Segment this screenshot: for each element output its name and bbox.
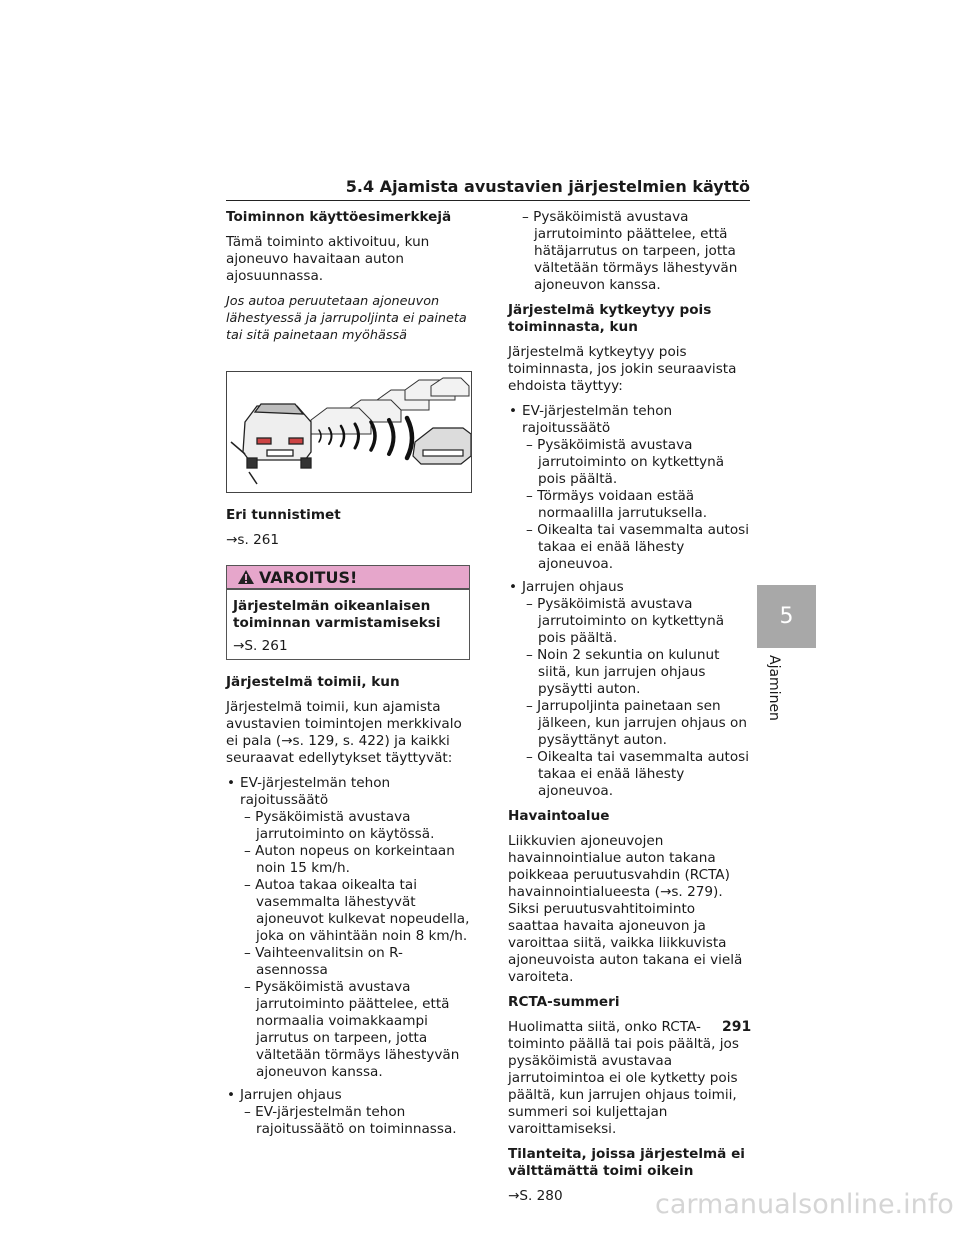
section-heading: Järjestelmä toimii, kun xyxy=(226,674,400,690)
sub-item: – Törmäys voidaan estää normaalilla jarrutuksella. xyxy=(526,488,708,521)
paragraph: Järjestelmä toimii, kun ajamista avustavien toimintojen merkkivalo ei pala (→s. 129, s. 422) ja kaikki seuraavat edellytykset täyttyvät: xyxy=(226,699,462,766)
right-column xyxy=(508,209,750,1213)
warning-reference-link[interactable]: →S. 261 xyxy=(233,638,288,654)
section-heading: Havaintoalue xyxy=(508,808,610,824)
section-heading: Eri tunnistimet xyxy=(226,507,341,523)
warning-triangle-icon xyxy=(237,569,255,585)
chapter-tab[interactable] xyxy=(757,585,816,648)
left-column xyxy=(226,209,470,1146)
warning-heading: Järjestelmän oikeanlaisen toiminnan varmistamiseksi xyxy=(233,598,441,631)
paragraph: Liikkuvien ajoneuvojen havainnointialue auton takana poikkeaa peruutusvahdin (RCTA) havainnointialueesta (→s. 279). Siksi peruutusvahtitoiminto saattaa havaita ajoneuvon ja varoittaa siitä, vaikka liikkuvista ajoneuvoista auton takana ei vielä varoiteta. xyxy=(508,833,743,985)
watermark: carmanualsonline.info xyxy=(655,1189,954,1220)
section-heading: Järjestelmä kytkeytyy pois toiminnasta, kun xyxy=(508,302,712,335)
list-item: • Jarrujen ohjaus xyxy=(508,579,750,596)
sub-item: – Oikealta tai vasemmalta autosi takaa ei enää lähesty ajoneuvoa. xyxy=(526,522,750,572)
warning-title: VAROITUS! xyxy=(259,567,358,587)
chapter-label: Ajaminen xyxy=(766,655,782,721)
page-reference-link[interactable]: →s. 261 xyxy=(226,532,280,548)
warning-header xyxy=(227,566,469,590)
sub-item: – Pysäköimistä avustava jarrutoiminto päättelee, että normaalia voimakkaampi jarrutus on tarpeen, jotta vältetään törmäys lähestyvän ajoneuvon kanssa. xyxy=(244,979,460,1080)
list-item: • Jarrujen ohjaus xyxy=(226,1087,470,1104)
page-number: 291 xyxy=(722,1019,752,1035)
sub-item: – Auton nopeus on korkeintaan noin 15 km/h. xyxy=(244,843,455,876)
sub-item: – Pysäköimistä avustava jarrutoiminto on käytössä. xyxy=(244,809,435,842)
sub-item: – Autoa takaa oikealta tai vasemmalta lähestyvät ajoneuvot kulkevat nopeudella, joka on vähintään noin 8 km/h. xyxy=(244,877,470,944)
paragraph: Järjestelmä kytkeytyy pois toiminnasta, jos jokin seuraavista ehdoista täyttyy: xyxy=(508,344,737,394)
header-title: 5.4 Ajamista avustavien järjestelmien käyttö xyxy=(345,177,750,196)
chapter-number: 5 xyxy=(779,604,794,629)
sub-item: – Vaihteenvalitsin on R-asennossa xyxy=(244,945,403,978)
sub-item: – EV-järjestelmän tehon rajoitussäätö on toiminnassa. xyxy=(244,1104,457,1137)
list-item: • EV-järjestelmän tehon rajoitussäätö xyxy=(508,403,750,437)
sub-item: – Pysäköimistä avustava jarrutoiminto on kytkettynä pois päältä. xyxy=(526,596,725,646)
sub-item: – Jarrupoljinta painetaan sen jälkeen, kun jarrujen ohjaus on pysäyttänyt auton. xyxy=(526,698,747,748)
page-reference-link[interactable]: →S. 280 xyxy=(508,1188,563,1204)
list-item: • EV-järjestelmän tehon rajoitussäätö xyxy=(226,775,470,809)
sub-item: – Oikealta tai vasemmalta autosi takaa ei enää lähesty ajoneuvoa. xyxy=(526,749,750,799)
section-heading: Tilanteita, joissa järjestelmä ei välttämättä toimi oikein xyxy=(508,1146,745,1179)
italic-caption: Jos autoa peruutetaan ajoneuvon lähestyessä ja jarrupoljinta ei paineta tai sitä painetaan myöhässä xyxy=(226,294,467,343)
cancel-conditions-list xyxy=(508,403,750,800)
sub-item: – Pysäköimistä avustava jarrutoiminto on kytkettynä pois päältä. xyxy=(526,437,725,487)
reversing-car-illustration xyxy=(227,372,471,492)
parking-illustration xyxy=(226,371,472,493)
section-heading: Toiminnon käyttöesimerkkejä xyxy=(226,209,452,225)
section-heading: RCTA-summeri xyxy=(508,994,620,1010)
sub-item: – Noin 2 sekuntia on kulunut siitä, kun jarrujen ohjaus pysäytti auton. xyxy=(526,647,720,697)
page-header xyxy=(226,178,750,201)
warning-box xyxy=(226,565,470,660)
conditions-list xyxy=(226,775,470,1138)
paragraph: Huolimatta siitä, onko RCTA-toiminto päällä tai pois päältä, jos pysäköimistä avustavaa jarrutoimintoa ei ole kytketty pois päältä, kun jarrujen ohjaus toimii, summeri soi kuljettajan varoittamiseksi. xyxy=(508,1019,739,1137)
paragraph: Tämä toiminto aktivoituu, kun ajoneuvo havaitaan auton ajosuunnassa. xyxy=(226,234,430,284)
sub-item: – Pysäköimistä avustava jarrutoiminto päättelee, että hätäjarrutus on tarpeen, jotta vältetään törmäys lähestyvän ajoneuvon kanssa. xyxy=(522,209,738,293)
